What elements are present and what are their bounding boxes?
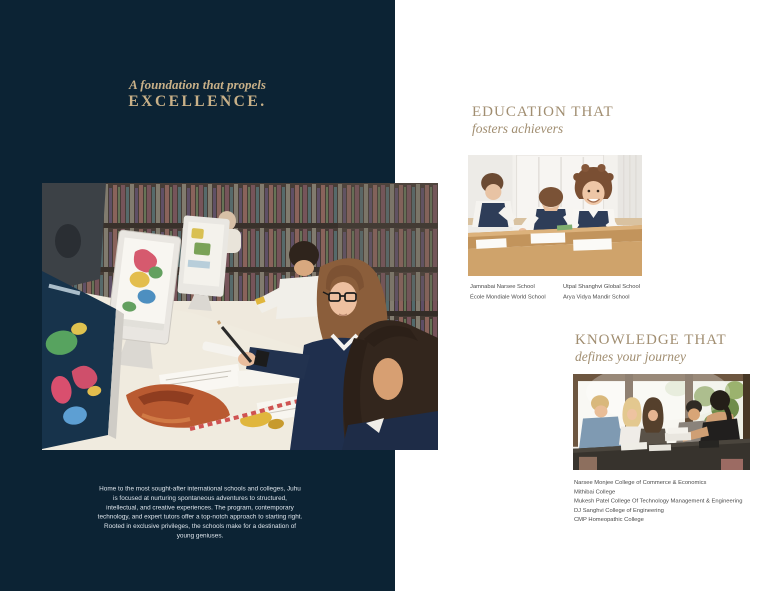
college-name: Narsee Monjee College of Commerce & Economics <box>574 479 707 486</box>
school-column-1 <box>470 281 546 302</box>
panel-paragraph: Home to the most sought-after international schools and colleges, Juhu is focused at nurturing spontaneous adventures to structured, intellectual, and creative experiences. The program, contemporary technology, and expert tutors offer a top-notch approach to starting right. Rooted in exclusive privileges, the schools make for a destination of young geniuses. <box>97 484 303 539</box>
panel-heading <box>0 77 395 110</box>
photo-study-group-illustration <box>573 374 750 470</box>
college-list <box>574 478 783 524</box>
photo-library-computer-class <box>42 183 438 450</box>
school-name: Jamnabai Narsee School <box>470 283 535 290</box>
knowledge-section-heading <box>575 331 727 365</box>
college-name: CMP Homeopathic College <box>574 516 644 523</box>
heading-line-1: A foundation that propels <box>129 77 266 92</box>
school-name: Utpal Shanghvi Global School <box>563 283 641 290</box>
photo-school-classroom <box>468 155 642 276</box>
education-section-heading <box>472 103 614 137</box>
knowledge-title: KNOWLEDGE THAT <box>575 332 727 348</box>
photo-library-illustration <box>42 183 438 450</box>
education-title: EDUCATION THAT <box>472 104 614 120</box>
college-name: DJ Sanghvi College of Engineering <box>574 506 664 514</box>
school-column-2 <box>563 281 640 302</box>
school-name: Arya Vidya Mandir School <box>563 293 630 300</box>
college-name: Mukesh Patel College Of Technology Management & Engineering <box>574 497 743 505</box>
heading-line-2: EXCELLENCE. <box>128 93 267 110</box>
school-name: École Mondiale World School <box>470 293 546 300</box>
education-subtitle: fosters achievers <box>472 121 564 136</box>
photo-college-study-group <box>573 374 750 470</box>
photo-classroom-illustration <box>468 155 642 276</box>
knowledge-subtitle: defines your journey <box>575 349 686 364</box>
college-name: Mithibai College <box>574 488 616 495</box>
